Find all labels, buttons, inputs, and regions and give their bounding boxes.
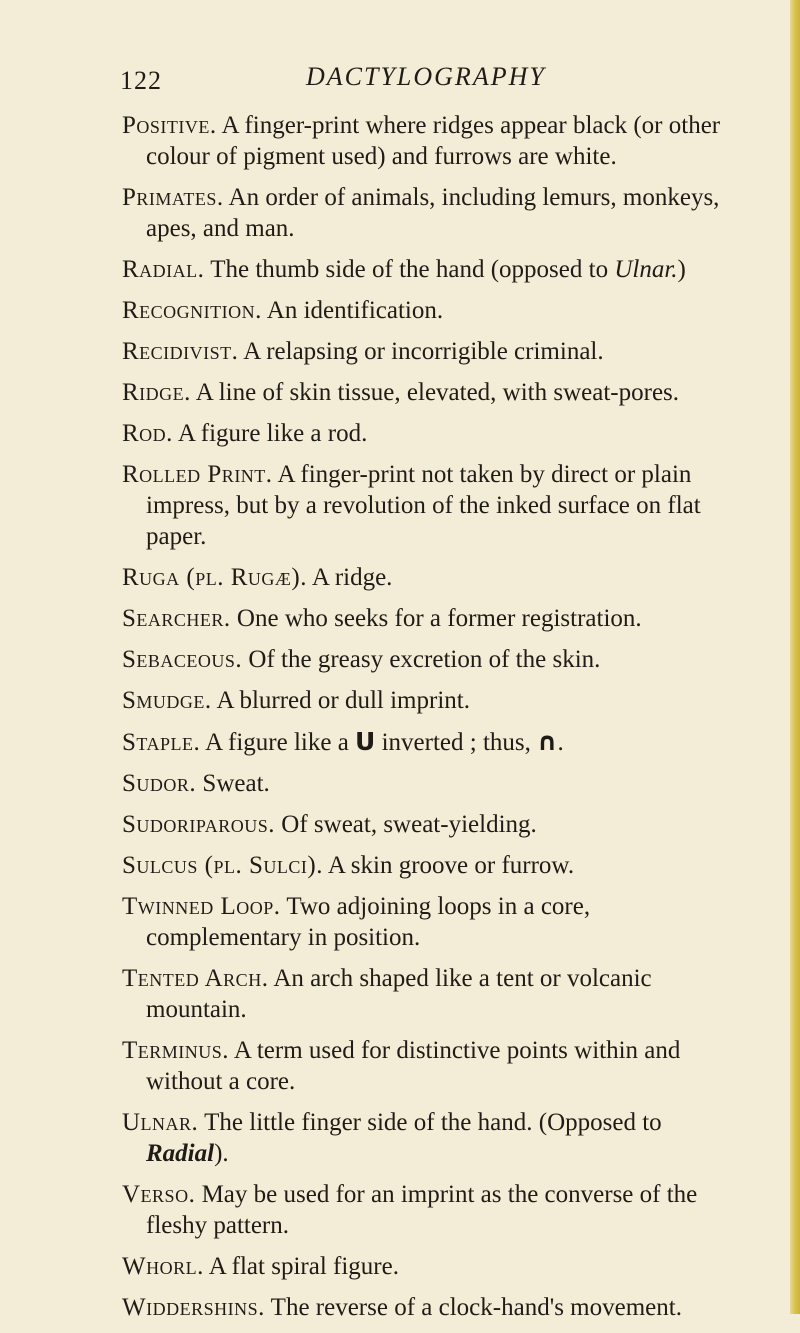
glossary-term: Sebaceous. bbox=[122, 646, 243, 673]
glossary-definition: A relapsing or incorrigible criminal. bbox=[243, 338, 604, 365]
glossary-entry-terminus bbox=[122, 1035, 742, 1097]
glossary-entry-whorl bbox=[122, 1251, 742, 1282]
glossary-list bbox=[122, 110, 742, 1333]
definition-end: . bbox=[557, 729, 564, 756]
glossary-entry-widdershins bbox=[122, 1292, 742, 1323]
glossary-term: Smudge. bbox=[122, 687, 212, 714]
glossary-definition: An arch shaped like a tent or volcanic mountain. bbox=[146, 965, 652, 1023]
cross-reference: Ulnar. bbox=[614, 256, 678, 283]
glossary-definition: A figure like a bbox=[205, 729, 349, 756]
glossary-term: Tented Arch. bbox=[122, 965, 269, 992]
glossary-term: Sulcus (pl. Sulci). bbox=[122, 852, 323, 879]
glossary-definition: The reverse of a clock-hand's movement. bbox=[270, 1294, 682, 1321]
glossary-term: Twinned Loop. bbox=[122, 893, 281, 920]
glossary-entry-rolled-print bbox=[122, 459, 742, 552]
glossary-term: Radial. bbox=[122, 256, 205, 283]
glossary-entry-positive bbox=[122, 110, 742, 172]
glossary-term: Rolled Print. bbox=[122, 461, 273, 488]
glossary-entry-radial bbox=[122, 254, 742, 285]
glossary-entry-verso bbox=[122, 1179, 742, 1241]
glossary-definition: Sweat. bbox=[202, 770, 270, 797]
glossary-definition: A figure like a rod. bbox=[177, 420, 368, 447]
glossary-definition: Of the greasy excretion of the skin. bbox=[248, 646, 601, 673]
glossary-term: Primates. bbox=[122, 184, 224, 211]
glossary-term: Verso. bbox=[122, 1181, 196, 1208]
glossary-entry-primates bbox=[122, 182, 742, 244]
glossary-entry-sudor bbox=[122, 768, 742, 799]
glossary-definition: A finger-print where ridges appear black (or other colour of pigment used) and furrows are white. bbox=[146, 112, 721, 170]
page-number: 122 bbox=[120, 66, 162, 95]
glossary-definition: An identification. bbox=[266, 297, 444, 324]
glossary-entry-searcher bbox=[122, 603, 742, 634]
glossary-entry-tented-arch bbox=[122, 963, 742, 1025]
glossary-definition: The thumb side of the hand (opposed to bbox=[210, 256, 609, 283]
u-shape-icon: U bbox=[355, 727, 376, 756]
glossary-entry-ulnar bbox=[122, 1107, 742, 1169]
glossary-term: Terminus. bbox=[122, 1037, 230, 1064]
page-edge bbox=[790, 0, 800, 1314]
glossary-definition: A ridge. bbox=[311, 564, 393, 591]
glossary-term: Sudoriparous. bbox=[122, 811, 276, 838]
glossary-entry-smudge bbox=[122, 685, 742, 716]
inverted-u-shape-icon: ∩ bbox=[537, 727, 558, 756]
glossary-definition: A finger-print not taken by direct or plain impress, but by a revolution of the inked surface on flat paper. bbox=[146, 461, 701, 550]
glossary-term: Ulnar. bbox=[122, 1109, 199, 1136]
glossary-definition: A term used for distinctive points within and without a core. bbox=[146, 1037, 681, 1095]
glossary-entry-recognition bbox=[122, 295, 742, 326]
glossary-entry-sulcus bbox=[122, 850, 742, 881]
glossary-term: Searcher. bbox=[122, 605, 231, 632]
glossary-entry-sudoriparous bbox=[122, 809, 742, 840]
glossary-term: Widdershins. bbox=[122, 1294, 265, 1321]
glossary-definition: One who seeks for a former registration. bbox=[236, 605, 642, 632]
glossary-entry-sebaceous bbox=[122, 644, 742, 675]
glossary-definition: An order of animals, including lemurs, monkeys, apes, and man. bbox=[146, 184, 720, 242]
definition-middle: inverted ; thus, bbox=[381, 729, 531, 756]
cross-reference: Radial bbox=[146, 1140, 215, 1167]
glossary-definition: A line of skin tissue, elevated, with sweat-pores. bbox=[195, 379, 680, 406]
glossary-entry-recidivist bbox=[122, 336, 742, 367]
glossary-definition: The little finger side of the hand. (Opposed to bbox=[204, 1109, 662, 1136]
glossary-entry-rod bbox=[122, 418, 742, 449]
definition-end: ). bbox=[214, 1140, 229, 1167]
glossary-term: Rod. bbox=[122, 420, 173, 447]
glossary-term: Staple. bbox=[122, 729, 201, 756]
glossary-definition: A skin groove or furrow. bbox=[327, 852, 575, 879]
running-title: DACTYLOGRAPHY bbox=[306, 62, 546, 91]
glossary-term: Recidivist. bbox=[122, 338, 239, 365]
glossary-definition: A flat spiral figure. bbox=[208, 1253, 399, 1280]
glossary-term: Ruga (pl. Rugæ). bbox=[122, 564, 308, 591]
glossary-definition: Two adjoining loops in a core, complementary in position. bbox=[146, 893, 591, 951]
glossary-entry-staple bbox=[122, 726, 742, 758]
definition-end: ) bbox=[677, 256, 686, 283]
glossary-definition: A blurred or dull imprint. bbox=[216, 687, 470, 714]
glossary-entry-ruga bbox=[122, 562, 742, 593]
glossary-term: Whorl. bbox=[122, 1253, 204, 1280]
glossary-term: Recognition. bbox=[122, 297, 262, 324]
glossary-entry-twinned-loop bbox=[122, 891, 742, 953]
glossary-term: Ridge. bbox=[122, 379, 191, 406]
glossary-term: Positive. bbox=[122, 112, 217, 139]
glossary-entry-ridge bbox=[122, 377, 742, 408]
glossary-definition: Of sweat, sweat-yielding. bbox=[281, 811, 537, 838]
glossary-definition: May be used for an imprint as the converse of the fleshy pattern. bbox=[146, 1181, 698, 1239]
glossary-term: Sudor. bbox=[122, 770, 197, 797]
